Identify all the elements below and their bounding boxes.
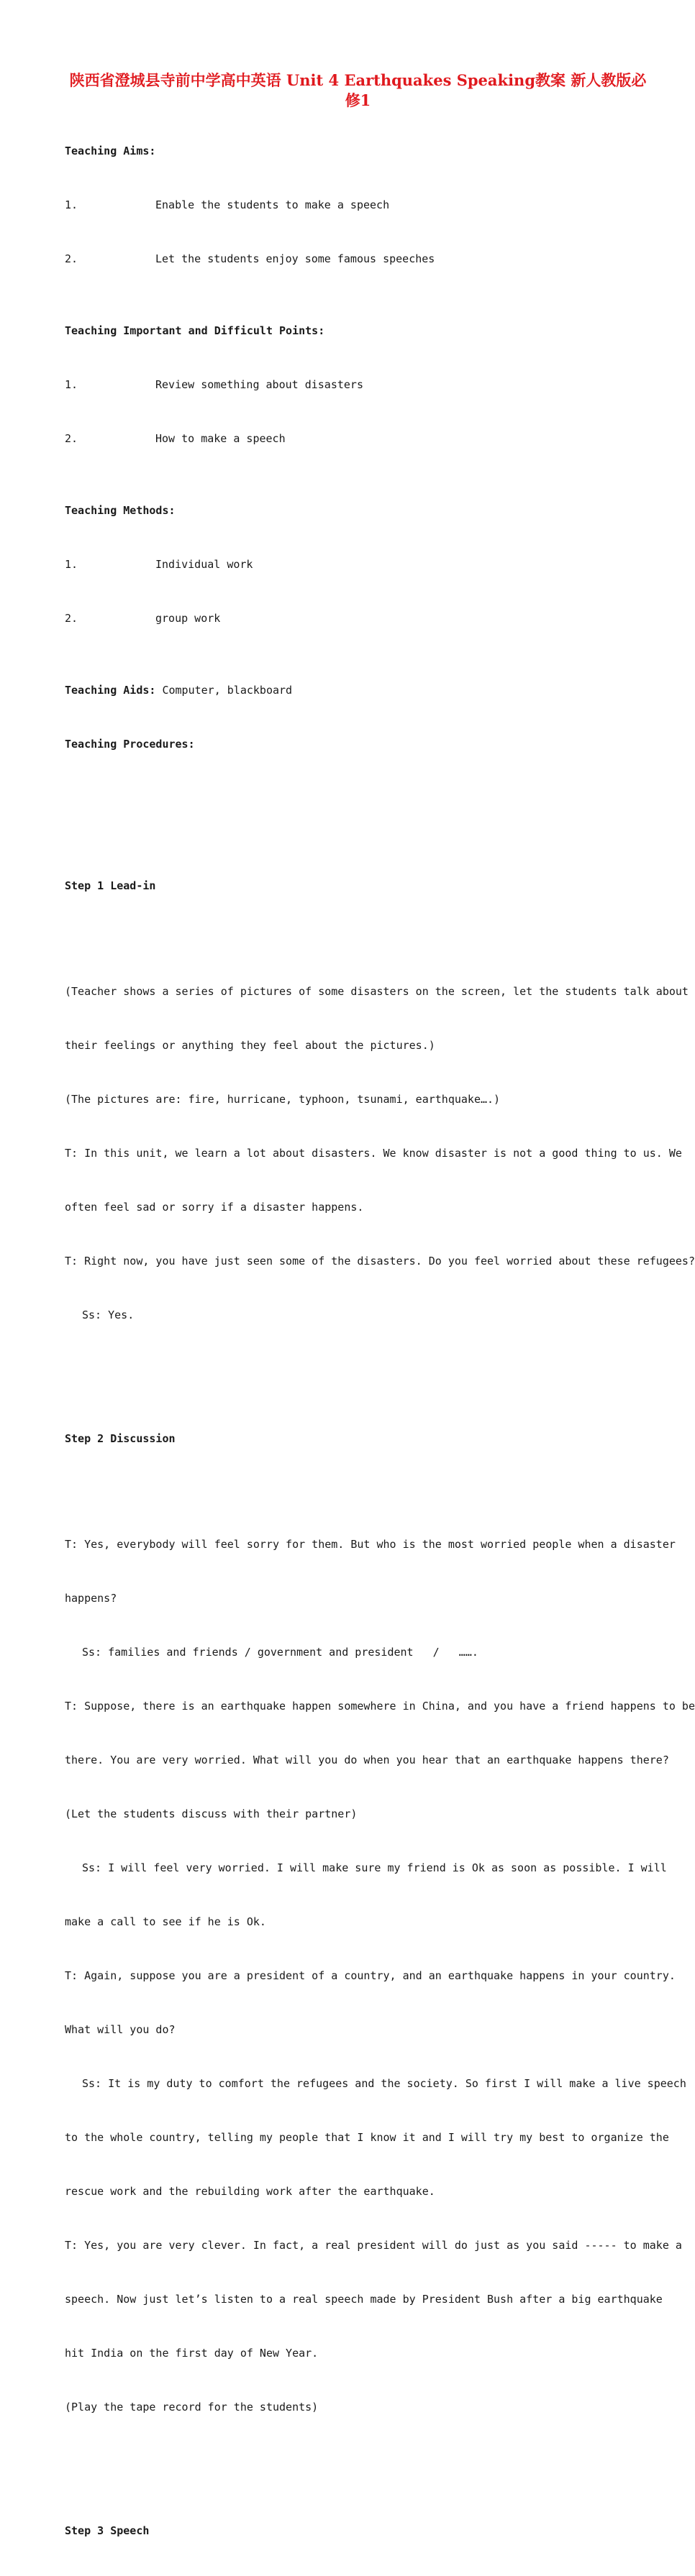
paragraph-line: T: Suppose, there is an earthquake happen somewhere in China, and you have a friend happens to be (65, 1700, 695, 1713)
list-item (65, 376, 662, 394)
paragraph-line: (Let the students discuss with their partner) (65, 1807, 358, 1820)
item-number: 1. (65, 558, 78, 571)
aids-value: Computer, blackboard (155, 684, 293, 697)
item-number: 2. (65, 612, 78, 625)
item-text: Review something about disasters (155, 378, 363, 391)
step1-heading: Step 1 Lead-in (65, 879, 156, 892)
paragraph-line: (The pictures are: fire, hurricane, typhoon, tsunami, earthquake….) (65, 1093, 501, 1106)
item-number: 1. (65, 198, 78, 211)
paragraph-line: T: Yes, everybody will feel sorry for them. But who is the most worried people when a disaster (65, 1538, 676, 1551)
item-number: 2. (65, 432, 78, 445)
item-text: group work (155, 612, 221, 625)
students-reply: Ss: families and friends / government and president / ……. (82, 1646, 478, 1659)
list-item (65, 250, 662, 268)
item-number: 2. (65, 252, 78, 265)
item-number: 1. (65, 378, 78, 391)
list-item (65, 610, 662, 628)
step3-heading: Step 3 Speech (65, 2524, 150, 2537)
methods-label: Teaching Methods: (65, 504, 176, 517)
list-item (65, 556, 662, 574)
paragraph-line: T: Right now, you have just seen some of the disasters. Do you feel worried about these refugees? (65, 1255, 695, 1268)
paragraph-line: to the whole country, telling my people that I know it and I will try my best to organize the (65, 2131, 669, 2144)
procedures-label: Teaching Procedures: (65, 738, 195, 751)
paragraph-line: there. You are very worried. What will you do when you hear that an earthquake happens there? (65, 1754, 669, 1766)
list-item (65, 196, 662, 214)
paragraph-line: T: Again, suppose you are a president of a country, and an earthquake happens in your country. (65, 1969, 676, 1982)
paragraph-line: T: In this unit, we learn a lot about disasters. We know disaster is not a good thing to us. We (65, 1147, 682, 1160)
document-body (65, 106, 695, 2576)
students-reply: Ss: It is my duty to comfort the refugees and the society. So first I will make a live speech (82, 2077, 686, 2090)
paragraph-line: make a call to see if he is Ok. (65, 1915, 266, 1928)
paragraph-line: their feelings or anything they feel about the pictures.) (65, 1039, 435, 1052)
paragraph-line: rescue work and the rebuilding work after the earthquake. (65, 2185, 435, 2198)
item-text: Let the students enjoy some famous speeches (155, 252, 435, 265)
paragraph-line: T: Yes, you are very clever. In fact, a real president will do just as you said ----- to make a (65, 2239, 682, 2252)
paragraph-line: hit India on the first day of New Year. (65, 2347, 319, 2360)
students-reply: Ss: Yes. (82, 1308, 135, 1321)
aids-label: Teaching Aids: (65, 684, 156, 697)
paragraph-line: (Play the tape record for the students) (65, 2401, 319, 2414)
aims-label: Teaching Aims: (65, 145, 156, 157)
points-label: Teaching Important and Difficult Points: (65, 324, 325, 337)
paragraph-line: often feel sad or sorry if a disaster happens. (65, 1201, 364, 1214)
aids-line (65, 682, 662, 700)
list-item (65, 430, 662, 448)
item-text: Enable the students to make a speech (155, 198, 390, 211)
paragraph-line: What will you do? (65, 2023, 176, 2036)
paragraph-line: speech. Now just let’s listen to a real speech made by President Bush after a big earthquake (65, 2293, 663, 2306)
item-text: Individual work (155, 558, 253, 571)
document-title: 陕西省澄城县寺前中学高中英语 Unit 4 Earthquakes Speaking教案 新人教版必修1 (69, 71, 647, 109)
paragraph-line: (Teacher shows a series of pictures of some disasters on the screen, let the students talk about (65, 985, 689, 998)
paragraph-line: happens? (65, 1592, 117, 1605)
step2-heading: Step 2 Discussion (65, 1432, 176, 1445)
item-text: How to make a speech (155, 432, 286, 445)
students-reply: Ss: I will feel very worried. I will make sure my friend is Ok as soon as possible. I will (82, 1861, 667, 1874)
